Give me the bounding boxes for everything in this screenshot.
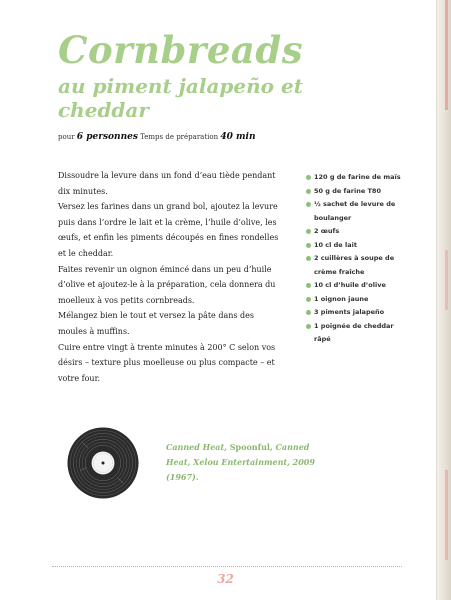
meta-pour: pour: [58, 133, 75, 141]
ingredient-item: 1 oignon jaune: [306, 293, 406, 307]
meta-servings: 6 personnes: [76, 132, 138, 142]
credit-album: Canned Heat,: [166, 442, 310, 467]
bullet-icon: [306, 229, 311, 234]
instruction-step: Dissoudre la levure dans un fond d’eau tiède pendant dix minutes.: [58, 171, 276, 196]
bullet-icon: [306, 283, 311, 288]
meta-prep-time: 40 min: [220, 132, 256, 142]
ingredient-item: 2 cuillères à soupe de crème fraîche: [306, 252, 406, 279]
meta-prep-label: Temps de préparation: [140, 133, 219, 141]
recipe-meta: [58, 132, 256, 142]
instruction-step: Versez les farines dans un grand bol, ajoutez la levure puis dans l’ordre le lait et la crème, l’huile d’olive, les œufs, et enfin les piments découpés en fines rondelles et le cheddar.: [58, 202, 279, 258]
page-edge-mark: [445, 0, 448, 110]
ingredient-item: 1 poignée de cheddar râpé: [306, 320, 406, 347]
credit-label: Xelou Entertainment, 2009 (1967).: [166, 457, 315, 482]
ingredient-item: 10 cl d’huile d’olive: [306, 279, 406, 293]
bullet-icon: [306, 189, 311, 194]
recipe-title: Cornbreads: [58, 28, 304, 72]
bullet-icon: [306, 202, 311, 207]
bullet-icon: [306, 310, 311, 315]
instruction-step: Mélangez bien le tout et versez la pâte dans des moules à muffins.: [58, 311, 254, 336]
recipe-instructions: [58, 168, 280, 386]
ingredient-item: 50 g de farine T80: [306, 185, 406, 199]
bullet-icon: [306, 297, 311, 302]
page-edge-mark: [445, 250, 448, 310]
credit-artist: Canned Heat,: [166, 442, 227, 452]
bullet-icon: [306, 256, 311, 261]
instruction-step: Cuire entre vingt à trente minutes à 200° C selon vos désirs – texture plus moelleuse ou plus compacte – et votre four.: [58, 342, 276, 383]
ingredient-item: 10 cl de lait: [306, 239, 406, 253]
ingredient-item: 2 œufs: [306, 225, 406, 239]
bullet-icon: [306, 324, 311, 329]
vinyl-record-icon: [66, 426, 140, 500]
credit-song: Spoonful,: [229, 442, 273, 452]
ingredient-item: ½ sachet de levure de boulanger: [306, 198, 406, 225]
bullet-icon: [306, 243, 311, 248]
instruction-step: Faites revenir un oignon émincé dans un peu d’huile d’olive et ajoutez-le à la préparation, cela donnera du moelleux à vos petits cornbreads.: [58, 264, 276, 305]
ingredient-list: [306, 171, 406, 347]
page-edge: [436, 0, 451, 600]
ingredient-item: 120 g de farine de maïs: [306, 171, 406, 185]
bullet-icon: [306, 175, 311, 180]
recipe-subtitle: au piment jalapeño et cheddar: [58, 74, 303, 122]
page-edge-mark: [445, 470, 448, 560]
footer-divider: [52, 566, 402, 567]
music-credit: [166, 440, 336, 485]
ingredient-item: 3 piments jalapeño: [306, 306, 406, 320]
page-number: 32: [217, 572, 234, 586]
